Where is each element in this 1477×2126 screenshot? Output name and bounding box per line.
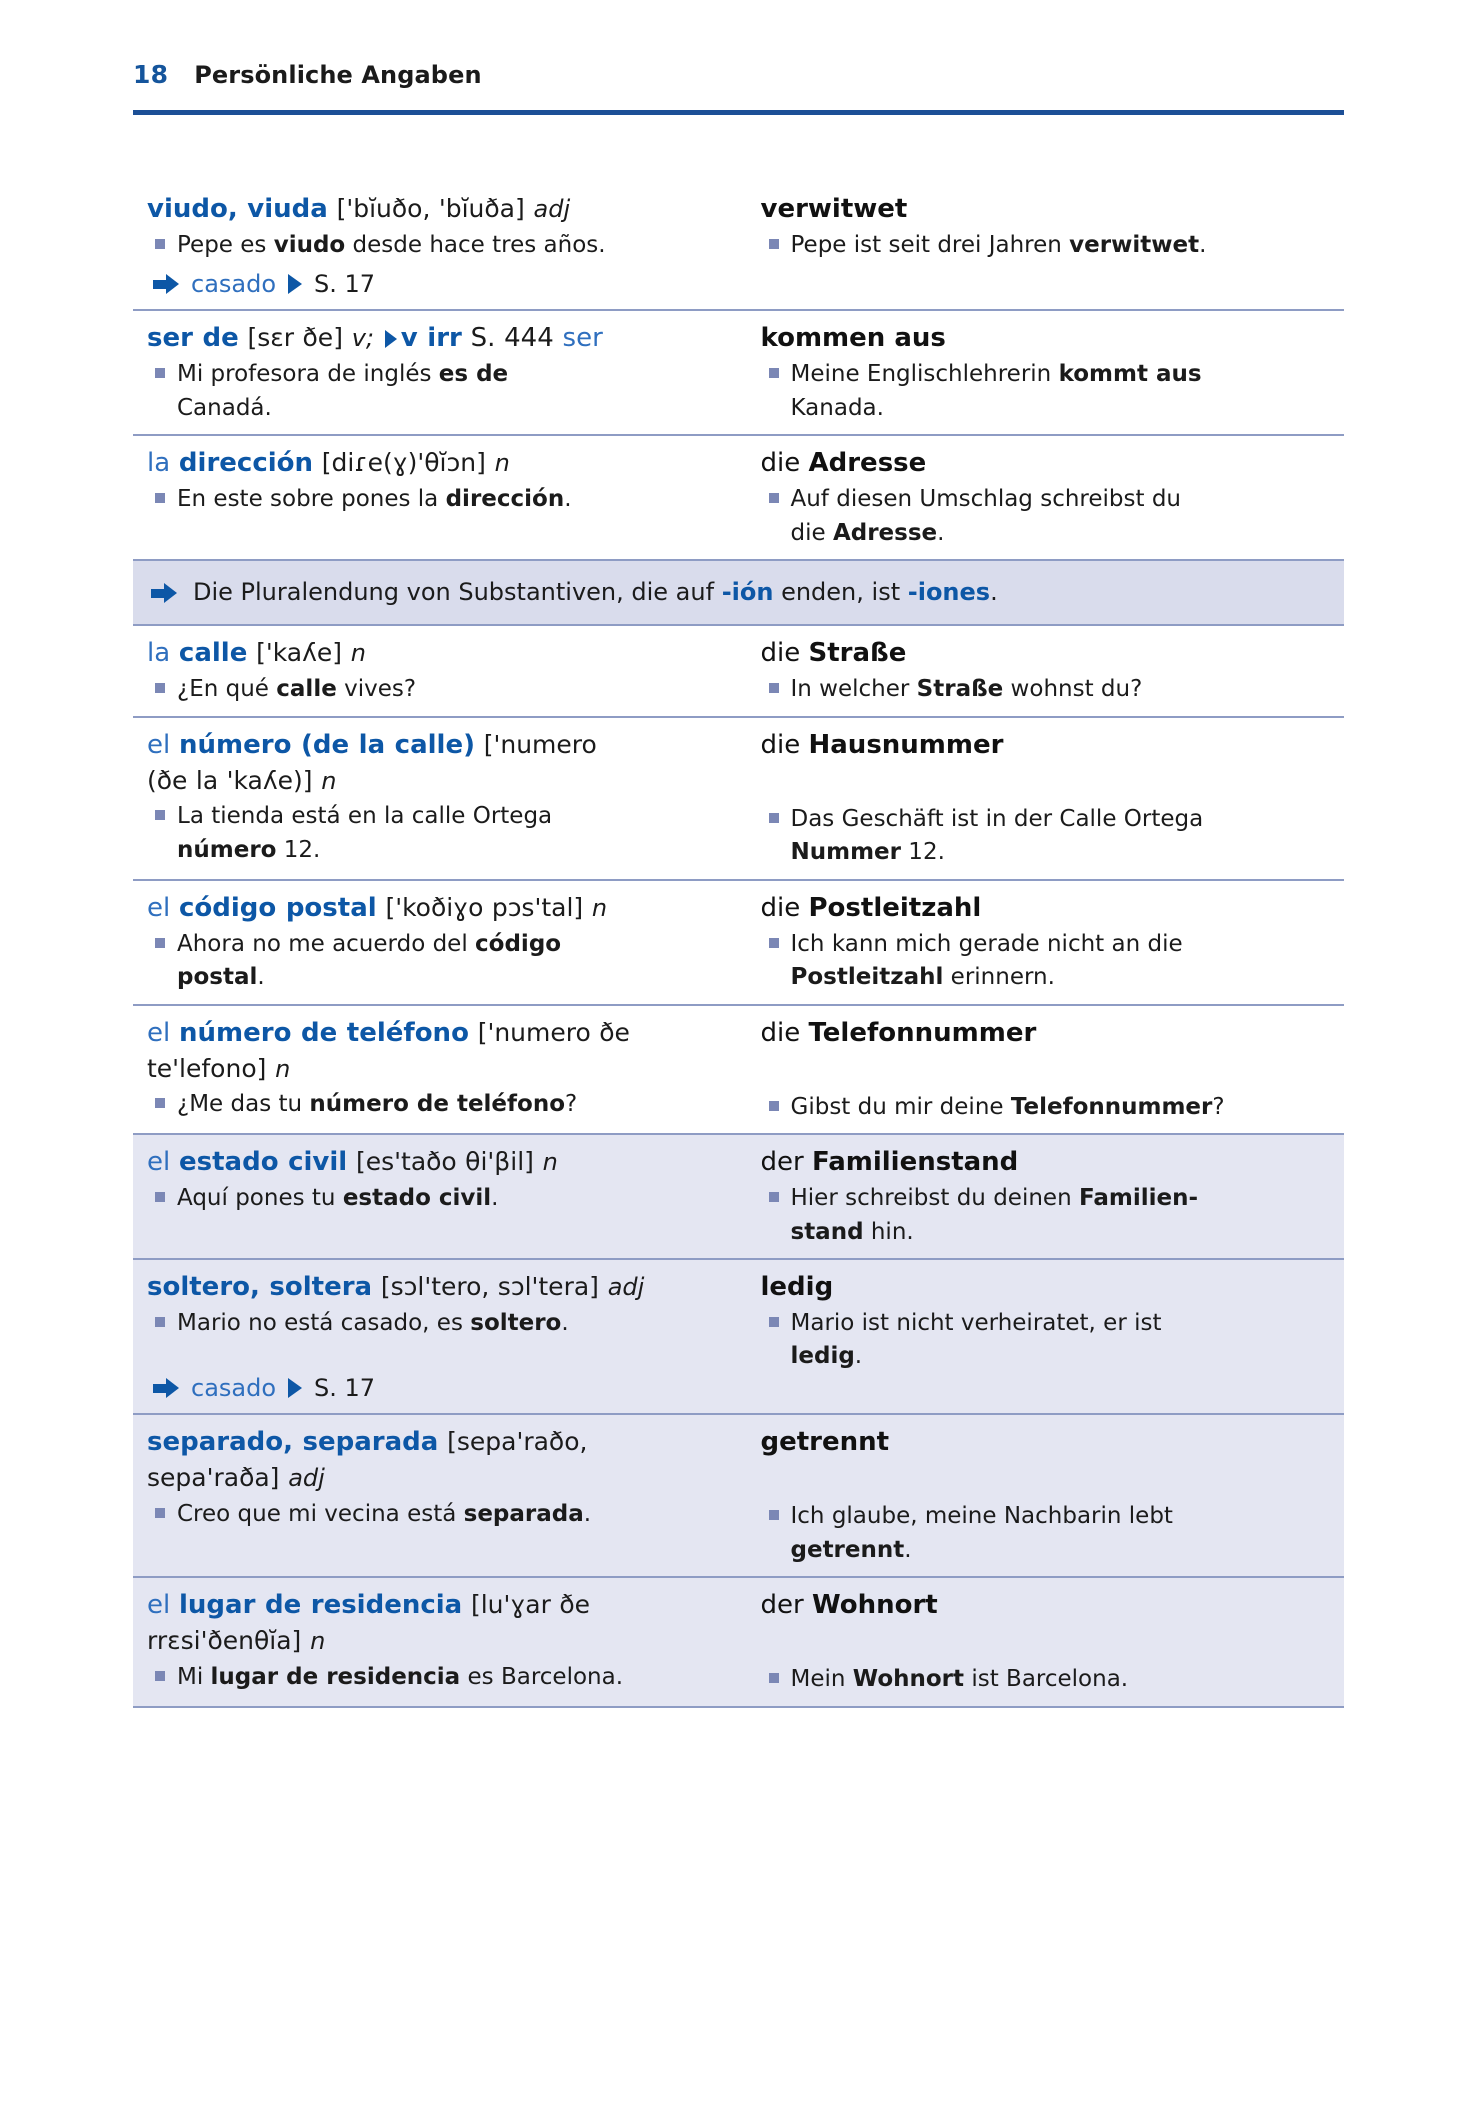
note-highlight-2: -iones — [907, 578, 991, 607]
example-text-bold: código — [475, 930, 562, 957]
example-text-pre: Mario ist nicht verheiratet, er ist — [790, 1309, 1162, 1336]
example-sentence-line2 — [147, 962, 725, 993]
example-translation-line2 — [761, 1217, 1331, 1248]
example-text-line2: Kanada. — [790, 394, 884, 421]
part-of-speech: adj — [533, 195, 571, 223]
bullet-icon — [155, 239, 165, 249]
example-text-post: es Barcelona. — [460, 1664, 624, 1690]
example-sentence — [147, 359, 725, 390]
example-translation — [761, 1308, 1331, 1339]
ipa-transcription: ['numero ðe — [477, 1017, 630, 1047]
bullet-icon — [769, 938, 779, 948]
bullet-icon — [769, 493, 779, 503]
translation-line — [761, 322, 1331, 356]
translation-article: die — [760, 638, 801, 669]
headword-line-2 — [147, 1625, 725, 1659]
bullet-icon — [769, 1101, 779, 1111]
translation-term: kommen aus — [760, 323, 946, 354]
ipa-transcription: [sɛr ðe] — [247, 323, 343, 353]
part-of-speech: adj — [607, 1273, 645, 1302]
translation-term: getrennt — [760, 1427, 890, 1458]
example-text-pre: Hier schreibst du deinen — [790, 1184, 1079, 1211]
translation-article: die — [760, 1017, 801, 1048]
example-text-pre: Ich glaube, meine Nachbarin lebt — [790, 1503, 1173, 1530]
translation-line — [761, 447, 1331, 481]
headword-term: calle — [178, 638, 248, 669]
headword-line-2 — [147, 1053, 725, 1087]
example-sentence — [147, 484, 725, 515]
headword-term: número (de la calle) — [179, 729, 475, 760]
bullet-icon — [769, 1317, 779, 1327]
translation-term: Hausnummer — [808, 729, 1004, 760]
translation-term: verwitwet — [760, 194, 908, 224]
example-text-pre: Ahora no me acuerdo del — [177, 930, 476, 957]
example-text-line2-bold: postal — [177, 964, 258, 991]
ipa-transcription: [sɔl'tero, sɔl'tera] — [380, 1272, 599, 1302]
ipa-transcription: [sepa'raðo, — [447, 1427, 588, 1457]
part-of-speech: n — [591, 893, 608, 922]
example-translation — [761, 230, 1331, 261]
headword-line-2 — [147, 1462, 725, 1496]
german-column — [739, 322, 1345, 423]
cross-reference-term[interactable]: casado — [191, 1374, 277, 1403]
spanish-column — [133, 193, 739, 298]
entry-ser-de — [133, 311, 1344, 436]
example-text-line2-bold: Nummer — [790, 839, 901, 866]
bullet-icon — [155, 1192, 165, 1202]
example-sentence — [147, 1089, 725, 1120]
example-text-line2-bold: número — [177, 837, 277, 864]
headword-term: número de teléfono — [179, 1017, 469, 1048]
example-translation — [761, 484, 1331, 515]
example-text-line2-post: . — [854, 1343, 863, 1370]
ipa-transcription-line2: sepa'raða] — [147, 1463, 280, 1493]
right-arrow-icon — [153, 274, 181, 294]
ipa-transcription-line2: rrɛsi'ðenθĭa] — [147, 1626, 302, 1656]
right-triangle-icon — [288, 1378, 302, 1398]
ipa-transcription-line2: te'lefono] — [147, 1053, 267, 1083]
part-of-speech: n — [321, 766, 337, 795]
headword-line — [147, 322, 725, 356]
headword-article: el — [147, 892, 171, 923]
translation-term: ledig — [760, 1272, 834, 1303]
example-text-bold: soltero — [470, 1309, 562, 1336]
example-text-post: . — [564, 486, 572, 513]
bullet-icon — [155, 938, 165, 948]
bullet-icon — [155, 1098, 165, 1108]
example-sentence — [147, 1499, 725, 1530]
headword-line-2 — [147, 765, 725, 799]
entry-calle — [133, 626, 1344, 717]
entry-list — [133, 182, 1344, 1708]
ipa-transcription: ['kaʎe] — [256, 638, 343, 668]
entry-soltero — [133, 1260, 1344, 1415]
example-text-bold: Straße — [916, 676, 1004, 703]
part-of-speech: n — [494, 449, 510, 478]
verb-reference-page[interactable]: S. 444 — [470, 323, 554, 354]
example-text-line2-bold: Postleitzahl — [790, 964, 944, 991]
example-sentence — [147, 929, 725, 960]
example-translation — [761, 1664, 1331, 1695]
example-text-line2-bold: ledig — [790, 1343, 855, 1370]
spanish-column — [133, 322, 739, 423]
headword-line — [147, 892, 725, 926]
cross-reference-row[interactable] — [147, 1374, 725, 1402]
headword-term: código postal — [179, 892, 377, 923]
part-of-speech: n — [275, 1054, 291, 1083]
ipa-transcription: [diɾe(ɣ)'θĭɔn] — [321, 448, 486, 478]
note-text-1: Die Pluralendung von Substantiven, die auf — [193, 578, 722, 607]
example-text-bold: Wohnort — [852, 1666, 965, 1693]
headword-line — [147, 637, 725, 671]
ipa-transcription-line2: (ðe la 'kaʎe)] — [147, 765, 313, 795]
note-highlight-1: -ión — [721, 578, 774, 607]
example-sentence — [147, 1183, 725, 1214]
example-text-pre: Ich kann mich gerade nicht an die — [790, 930, 1183, 957]
example-text-post: wohnst du? — [1003, 676, 1143, 703]
example-text-post: desde hace tres años. — [345, 231, 606, 258]
headword-term: estado civil — [179, 1147, 348, 1178]
translation-line — [761, 1146, 1331, 1180]
headword-line — [147, 193, 725, 227]
example-text-bold: kommt aus — [1058, 361, 1202, 388]
translation-line — [761, 1017, 1331, 1051]
headword-line — [147, 1271, 725, 1305]
cross-reference-term[interactable]: casado — [191, 270, 277, 299]
example-text-pre: Aquí pones tu — [177, 1184, 343, 1211]
example-text-line2-pre: die — [790, 519, 833, 546]
ipa-transcription: ['koðiɣo pɔs'tal] — [385, 892, 584, 922]
ipa-transcription: [es'taðo θi'βil] — [355, 1147, 534, 1177]
translation-article: die — [760, 729, 801, 760]
headword-line — [147, 1017, 725, 1051]
example-text-pre: Pepe ist seit drei Jahren — [790, 231, 1070, 258]
chapter-title: Persönliche Angaben — [194, 61, 482, 89]
headword-term: ser de — [147, 323, 239, 354]
example-text-pre: Auf diesen Umschlag schreibst du — [790, 486, 1182, 513]
german-column — [739, 1271, 1345, 1402]
example-translation — [761, 1183, 1331, 1214]
right-arrow-icon — [153, 1378, 181, 1398]
example-text-bold: estado civil — [342, 1184, 492, 1211]
bullet-icon — [769, 1510, 779, 1520]
page-number: 18 — [133, 60, 169, 89]
example-sentence — [147, 1662, 725, 1693]
note-text-2: enden, ist — [773, 578, 908, 607]
page-header — [133, 60, 1344, 89]
entry-direccion — [133, 436, 1344, 561]
headword-term: viudo, viuda — [147, 194, 328, 224]
example-sentence-line2 — [147, 393, 725, 424]
right-triangle-icon — [288, 274, 302, 294]
example-text-pre: Das Geschäft ist in der Calle Ortega — [790, 805, 1204, 832]
example-text-bold: es de — [438, 361, 509, 388]
example-translation — [761, 804, 1331, 835]
bullet-icon — [155, 810, 165, 820]
translation-term: Familienstand — [811, 1147, 1019, 1178]
example-text-pre: En este sobre pones la — [177, 486, 446, 513]
translation-term: Adresse — [808, 448, 927, 479]
ipa-transcription: ['numero — [483, 729, 597, 759]
example-text-pre: ¿En qué — [177, 676, 277, 703]
german-column — [739, 1146, 1345, 1247]
translation-article: der — [760, 1147, 804, 1178]
bullet-icon — [769, 239, 779, 249]
example-text-post: ? — [1212, 1093, 1225, 1120]
example-text-pre: ¿Me das tu — [177, 1091, 310, 1118]
headword-line — [147, 729, 725, 763]
translation-article: die — [760, 892, 801, 923]
spanish-column — [133, 447, 739, 548]
example-text-pre: Meine Englischlehrerin — [790, 361, 1059, 388]
example-text-bold: calle — [276, 676, 337, 703]
example-text-post: . — [491, 1184, 499, 1211]
example-text-bold: separada — [463, 1501, 584, 1528]
header-rule — [133, 110, 1344, 115]
spanish-column — [133, 637, 739, 704]
example-text-bold: número de teléfono — [309, 1091, 566, 1118]
bullet-icon — [155, 683, 165, 693]
bullet-icon — [769, 1192, 779, 1202]
bullet-icon — [155, 368, 165, 378]
example-sentence — [147, 1308, 725, 1339]
example-text-post: vives? — [336, 676, 417, 703]
example-translation — [761, 1501, 1331, 1532]
example-text-line2-post: 12. — [276, 837, 321, 864]
example-text-bold: lugar de residencia — [210, 1664, 461, 1690]
example-text-pre: Mi profesora de inglés — [177, 361, 439, 388]
spanish-column — [133, 1589, 739, 1694]
example-text-bold: Familien- — [1078, 1184, 1198, 1211]
example-text-post: . — [583, 1501, 592, 1528]
headword-term: separado, separada — [147, 1427, 439, 1458]
bullet-icon — [155, 1317, 165, 1327]
german-column — [739, 1589, 1345, 1694]
example-sentence — [147, 674, 725, 705]
translation-line — [761, 1589, 1331, 1623]
example-translation-line2 — [761, 837, 1331, 868]
example-text-line2-post: . — [257, 964, 265, 991]
german-column — [739, 447, 1345, 548]
headword-line — [147, 1426, 725, 1460]
example-sentence-line2 — [147, 835, 725, 866]
example-text-pre: Mein — [790, 1666, 853, 1693]
translation-term: Wohnort — [811, 1590, 938, 1621]
headword-article: la — [147, 448, 171, 479]
headword-line — [147, 1589, 725, 1623]
headword-article: el — [147, 729, 171, 760]
german-column — [739, 892, 1345, 993]
example-text-post: ist Barcelona. — [964, 1666, 1129, 1693]
example-text-line2-post: hin. — [863, 1218, 914, 1245]
cross-reference-page[interactable]: S. 17 — [314, 270, 376, 299]
cross-reference-page[interactable]: S. 17 — [314, 1374, 376, 1403]
spanish-column — [133, 1426, 739, 1565]
example-translation-line2 — [761, 393, 1331, 424]
example-sentence — [147, 801, 725, 832]
translation-line — [761, 1426, 1331, 1460]
example-text-line2-bold: getrennt — [790, 1536, 905, 1563]
example-sentence — [147, 230, 725, 261]
example-text-line2-post: . — [904, 1536, 912, 1563]
example-text-post: . — [561, 1309, 569, 1336]
example-translation — [761, 359, 1331, 390]
spanish-column — [133, 892, 739, 993]
translation-line — [761, 193, 1331, 227]
bullet-icon — [769, 368, 779, 378]
example-text-line2-bold: Adresse — [832, 519, 938, 546]
example-text-line2-post: . — [937, 519, 945, 546]
german-column — [739, 729, 1345, 868]
german-column — [739, 193, 1345, 298]
entry-lugar-residencia — [133, 1578, 1344, 1707]
translation-article: die — [760, 448, 801, 479]
example-translation — [761, 674, 1331, 705]
right-arrow-icon — [151, 583, 179, 603]
translation-line — [761, 637, 1331, 671]
example-text-bold: viudo — [273, 231, 346, 258]
example-text-line2-post: erinnern. — [943, 964, 1055, 991]
part-of-speech: n — [310, 1627, 326, 1656]
entry-viudo — [133, 182, 1344, 311]
part-of-speech: n — [350, 639, 367, 668]
example-text-line2-post: 12. — [901, 839, 945, 866]
translation-term: Telefonnummer — [808, 1017, 1037, 1048]
german-column — [739, 1426, 1345, 1565]
bullet-icon — [155, 493, 165, 503]
example-translation-line2 — [761, 962, 1331, 993]
ipa-transcription: ['bĭuðo, 'bĭuða] — [336, 194, 525, 223]
verb-reference-label[interactable]: v irr — [400, 323, 462, 354]
headword-article: el — [147, 1017, 171, 1048]
grammar-note-text — [193, 577, 998, 608]
example-text-post: ? — [565, 1091, 578, 1118]
translation-term: Postleitzahl — [808, 892, 982, 923]
headword-line — [147, 1146, 725, 1180]
spanish-column — [133, 729, 739, 868]
headword-line — [147, 447, 725, 481]
ipa-transcription: [lu'ɣar ðe — [470, 1590, 591, 1620]
translation-line — [761, 892, 1331, 926]
example-text-bold: dirección — [445, 486, 565, 513]
entry-separado — [133, 1415, 1344, 1578]
example-text-pre: Pepe es — [177, 231, 274, 258]
example-translation-line2 — [761, 1535, 1331, 1566]
entry-numero-calle — [133, 718, 1344, 881]
entry-codigo-postal — [133, 881, 1344, 1006]
example-translation — [761, 929, 1331, 960]
bullet-icon — [155, 1508, 165, 1518]
bullet-icon — [155, 1671, 165, 1681]
right-triangle-icon — [385, 330, 397, 348]
bullet-icon — [769, 813, 779, 823]
translation-term: Straße — [808, 638, 907, 669]
example-translation — [761, 1092, 1331, 1123]
entry-estado-civil — [133, 1135, 1344, 1260]
headword-article: la — [147, 638, 171, 669]
example-text-pre: In welcher — [790, 676, 917, 703]
example-text-post: . — [1199, 231, 1207, 258]
headword-article: el — [147, 1147, 171, 1178]
cross-reference-row[interactable] — [147, 270, 725, 298]
headword-article: el — [147, 1590, 171, 1621]
example-text-pre: Mi — [177, 1664, 211, 1690]
headword-term: soltero, soltera — [147, 1272, 373, 1303]
example-translation-line2 — [761, 1341, 1331, 1372]
part-of-speech: v; — [351, 324, 375, 353]
bullet-icon — [769, 1673, 779, 1683]
german-column — [739, 1017, 1345, 1122]
example-text-pre: La tienda está en la calle Ortega — [177, 803, 553, 830]
translation-article: der — [760, 1590, 804, 1621]
headword-term: dirección — [178, 448, 314, 479]
grammar-note — [133, 561, 1344, 626]
note-text-3: . — [990, 578, 998, 607]
example-text-bold: verwitwet — [1069, 231, 1200, 258]
example-text-pre: Mario no está casado, es — [177, 1309, 471, 1336]
example-text-line2: Canadá. — [177, 394, 272, 421]
example-text-pre: Gibst du mir deine — [790, 1093, 1011, 1120]
spanish-column — [133, 1146, 739, 1247]
translation-line — [761, 1271, 1331, 1305]
entry-numero-telefono — [133, 1006, 1344, 1135]
example-text-line2-bold: stand — [790, 1218, 864, 1245]
spanish-column — [133, 1271, 739, 1402]
german-column — [739, 637, 1345, 704]
part-of-speech: adj — [288, 1464, 325, 1493]
example-text-pre: Creo que mi vecina está — [177, 1501, 464, 1528]
example-text-bold: Telefonnummer — [1010, 1093, 1213, 1120]
headword-term: lugar de residencia — [179, 1590, 463, 1621]
translation-line — [761, 729, 1331, 763]
example-translation-line2 — [761, 518, 1331, 549]
verb-reference-term[interactable]: ser — [562, 323, 603, 354]
spanish-column — [133, 1017, 739, 1122]
bullet-icon — [769, 683, 779, 693]
part-of-speech: n — [542, 1148, 558, 1177]
